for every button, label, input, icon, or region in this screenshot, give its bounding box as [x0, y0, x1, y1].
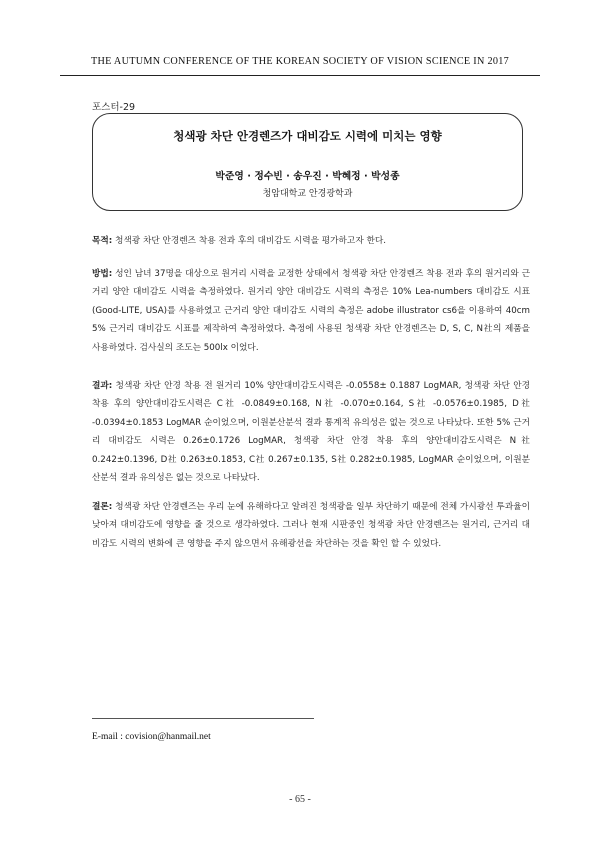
conclusion-text: 청색광 차단 안경렌즈는 우리 눈에 유해하다고 알려진 청색광을 일부 차단하기 때문에 전체 가시광선 투과율이 낮아져 대비감도에 영향을 줄 것으로 생각하였다. 그러나 현재 시판중인 청색광 차단 안경렌즈는 원거리, 근거리 대비감도 시력의 변화에 큰 영향을 주지 않으면서 유해광선을 차단하는 것을 확인 할 수 있었다.	[92, 502, 530, 549]
page-number: - 65 -	[289, 794, 311, 805]
conclusion-section	[92, 498, 530, 553]
title-box	[92, 113, 523, 211]
paper-title: 청색광 차단 안경렌즈가 대비감도 시력에 미치는 영향	[173, 129, 442, 143]
objective-section	[92, 232, 530, 250]
conclusion-label: 결론:	[92, 502, 113, 512]
running-header: THE AUTUMN CONFERENCE OF THE KOREAN SOCIETY OF VISION SCIENCE IN 2017	[90, 56, 510, 67]
results-text: 청색광 차단 안경 착용 전 원거리 10% 양안대비감도시력은 -0.0558± 0.1887 LogMAR, 청색광 차단 안경 착용 후의 양안대비감도시력은 C社 -0.0849±0.168, N社 -0.070±0.164, S社 -0.0576±0.1985, D社 -0.0394±0.1853 LogMAR 순이었으며, 이원분산분석 결과 통계적 유의성은 없는 것으로 나타났다. 또한 5% 근거리 대비감도 시력은 0.26±0.1726 LogMAR, 청색광 차단 안경 착용 후의 양안대비감도시력은 N社 0.242±0.1396, D社 0.263±0.1853, C社 0.267±0.135, S社 0.282±0.1985, LogMAR 순이었으며, 이원분산분석 결과 유의성은 없는 것으로 나타났다.	[92, 381, 530, 484]
results-section	[92, 377, 530, 487]
methods-text: 성인 남녀 37명을 대상으로 원거리 시력을 교정한 상태에서 청색광 차단 안경렌즈 착용 전과 후의 원거리와 근거리 양안 대비감도 시력을 측정하였다. 원거리 양안 대비감도 시력의 측정은 10% Lea-numbers 대비감도 시표(Good-LITE, USA)를 사용하였고 근거리 양안 대비감도 시력의 측정은 adobe illustrator cs6을 이용하여 40cm 5% 근거리 대비감도 시표를 제작하여 측정하였다. 측정에 사용된 청색광 차단 안경렌즈는 D, S, C, N社의 제품을 사용하였다. 검사실의 조도는 500lx 이었다.	[92, 269, 530, 353]
footnote-divider	[92, 718, 314, 719]
authors: 박준영 · 정수빈 · 송우진 · 박혜정 · 박성종	[215, 171, 400, 182]
poster-number: 포스터-29	[92, 102, 136, 113]
objective-label: 목적:	[92, 236, 113, 246]
header-divider	[60, 75, 540, 76]
objective-text: 청색광 차단 안경렌즈 착용 전과 후의 대비감도 시력을 평가하고자 한다.	[112, 236, 387, 246]
methods-section	[92, 265, 530, 357]
contact-email: E-mail : covision@hanmail.net	[92, 732, 211, 742]
methods-label: 방법:	[92, 269, 113, 279]
affiliation: 청암대학교 안경광학과	[262, 189, 353, 199]
results-label: 결과:	[92, 381, 113, 391]
